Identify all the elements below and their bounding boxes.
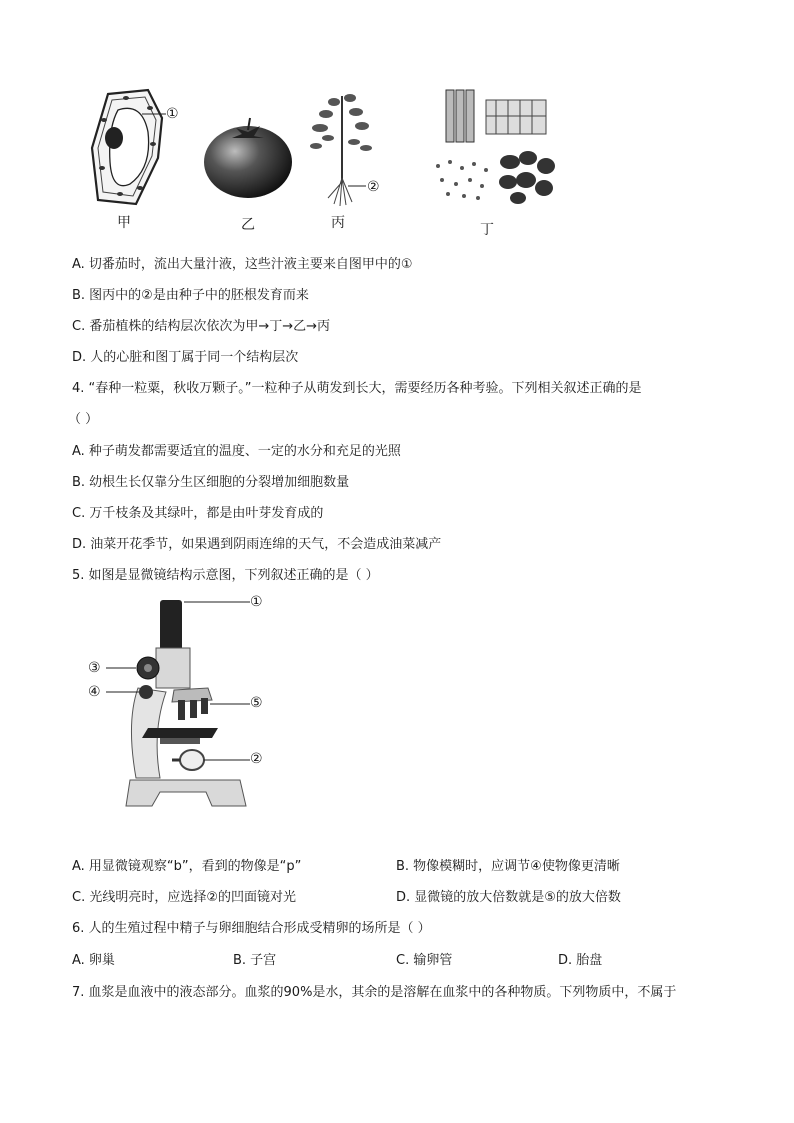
q5-option-d: D. 显微镜的放大倍数就是⑤的放大倍数 — [396, 890, 621, 905]
q6-option-b: B. 子宫 — [233, 953, 277, 968]
tissues-diagram — [430, 86, 560, 210]
tomato-image — [202, 116, 294, 200]
q6-option-d: D. 胎盘 — [558, 953, 603, 968]
microscope-callout-2: ② — [250, 751, 263, 767]
q7-stem: 7. 血浆是血液中的液态部分。血浆的90%是水，其余的是溶解在血浆中的各种物质。下列物质中，不属于 — [72, 985, 677, 1000]
microscope-diagram — [100, 592, 270, 822]
label-jia: 甲 — [117, 215, 131, 231]
q4-option-b: B. 幼根生长仅靠分生区细胞的分裂增加细胞数量 — [72, 475, 350, 490]
q3-option-d: D. 人的心脏和图丁属于同一个结构层次 — [72, 350, 299, 365]
q5-option-a: A. 用显微镜观察“b”，看到的物像是“p” — [72, 859, 302, 874]
microscope-callout-1: ① — [250, 594, 263, 610]
q5-option-b: B. 物像模糊时，应调节④使物像更清晰 — [396, 859, 620, 874]
callout-2-root: ② — [367, 179, 380, 195]
label-bing: 丙 — [331, 215, 345, 231]
q4-option-c: C. 万千枝条及其绿叶，都是由叶芽发育成的 — [72, 506, 324, 521]
q6-stem: 6. 人的生殖过程中精子与卵细胞结合形成受精卵的场所是（ ） — [72, 921, 431, 936]
q5-stem: 5. 如图是显微镜结构示意图，下列叙述正确的是（ ） — [72, 568, 379, 583]
q6-option-a: A. 卵巢 — [72, 953, 115, 968]
q3-option-c: C. 番茄植株的结构层次依次为甲→丁→乙→丙 — [72, 319, 331, 334]
q3-option-b: B. 图丙中的②是由种子中的胚根发育而来 — [72, 288, 309, 303]
q4-option-a: A. 种子萌发都需要适宜的温度、一定的水分和充足的光照 — [72, 444, 401, 459]
label-ding: 丁 — [480, 222, 494, 238]
callout-1-cell: ① — [166, 106, 179, 122]
q4-answer-paren: （ ） — [68, 412, 99, 427]
microscope-callout-4: ④ — [88, 684, 101, 700]
microscope-callout-3: ③ — [88, 660, 101, 676]
label-yi: 乙 — [241, 217, 255, 233]
q4-option-d: D. 油菜开花季节，如果遇到阴雨连绵的天气，不会造成油菜减产 — [72, 537, 442, 552]
q5-option-c: C. 光线明亮时，应选择②的凹面镜对光 — [72, 890, 296, 905]
q4-stem: 4. “春种一粒粟，秋收万颗子。”一粒种子从萌发到长大，需要经历各种考验。下列相关叙述正确的是 — [72, 381, 642, 396]
microscope-callout-5: ⑤ — [250, 695, 263, 711]
q3-option-a: A. 切番茄时，流出大量汁液，这些汁液主要来自图甲中的① — [72, 257, 413, 272]
q6-option-c: C. 输卵管 — [396, 953, 453, 968]
